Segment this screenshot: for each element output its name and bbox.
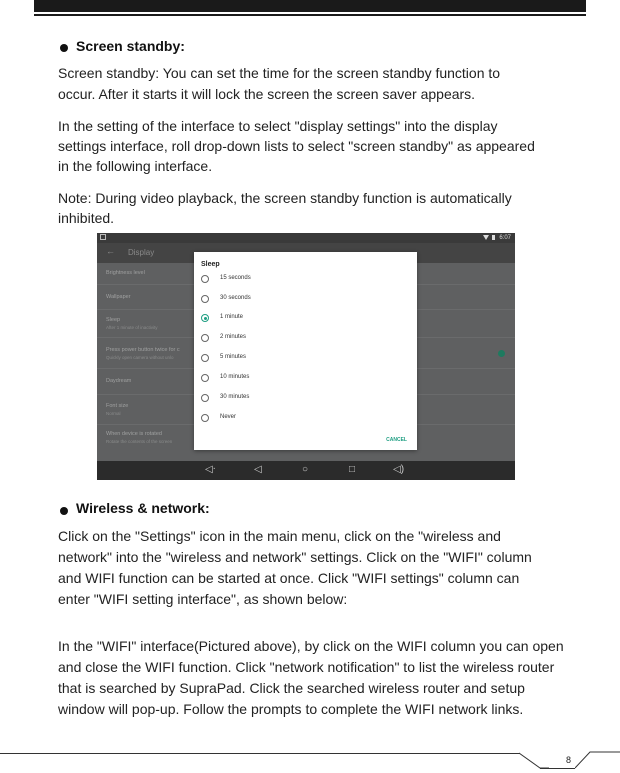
radio-button[interactable] <box>201 394 209 402</box>
status-bar <box>97 233 515 243</box>
radio-option-never[interactable] <box>194 413 417 425</box>
app-title: Display <box>128 248 155 257</box>
radio-option-label: 30 seconds <box>220 295 251 301</box>
battery-icon <box>492 235 495 240</box>
wifi-signal-icon <box>483 235 489 240</box>
volume-down-icon[interactable]: ◁ᐧ <box>205 464 216 475</box>
paragraph-line: Note: During video playback, the screen standby function is automatically <box>58 190 512 206</box>
settings-row-title: Font size <box>106 403 129 409</box>
settings-row-title: Daydream <box>106 378 132 384</box>
recents-nav-icon[interactable]: □ <box>349 464 356 475</box>
radio-option-2-minutes[interactable] <box>194 333 417 345</box>
radio-button[interactable] <box>201 374 209 382</box>
footer-notch-right <box>575 750 620 770</box>
settings-row-subtitle: Quickly open camera without unlo <box>106 355 174 360</box>
back-nav-icon[interactable]: ◁ <box>254 464 262 475</box>
settings-row-subtitle: Normal <box>106 411 121 416</box>
settings-row-title: Brightness level <box>106 270 145 276</box>
settings-row-title: When device is rotated <box>106 431 162 437</box>
section-heading-screen-standby: Screen standby: <box>76 38 185 54</box>
footer-line-right <box>540 768 575 769</box>
notification-icon <box>100 234 106 240</box>
footer-line <box>0 753 520 754</box>
radio-option-5-minutes[interactable] <box>194 353 417 365</box>
radio-option-label: 1 minute <box>220 314 244 320</box>
radio-option-1-minute[interactable] <box>194 313 417 325</box>
sleep-dialog <box>194 252 417 450</box>
back-arrow-icon[interactable]: ← <box>106 246 115 256</box>
navigation-bar <box>97 461 515 480</box>
volume-up-icon[interactable]: ◁) <box>393 464 405 475</box>
radio-button[interactable] <box>201 414 209 422</box>
paragraph-line: window will pop-up. Follow the prompts to complete the WIFI network links. <box>58 701 524 717</box>
settings-row-subtitle: After 1 minute of inactivity <box>106 325 158 330</box>
radio-option-label: 2 minutes <box>220 334 247 340</box>
header-line <box>34 14 586 16</box>
paragraph-line: Screen standby: You can set the time for the screen standby function to <box>58 65 501 81</box>
paragraph-line: in the following interface. <box>58 158 213 174</box>
paragraph-line: network" into the "wireless and network" settings. Click on the "WIFI" column <box>58 549 532 565</box>
cancel-button[interactable]: CANCEL <box>386 437 407 443</box>
settings-row-title: Sleep <box>106 317 121 323</box>
paragraph-line: enter "WIFI setting interface", as shown below: <box>58 591 348 607</box>
display-settings-screenshot <box>97 233 515 480</box>
toggle-switch[interactable] <box>498 350 505 357</box>
dialog-title: Sleep <box>201 261 220 268</box>
home-nav-icon[interactable]: ○ <box>302 464 309 475</box>
page-number: 8 <box>566 755 572 765</box>
radio-option-15-seconds[interactable] <box>194 274 417 286</box>
paragraph-line: and WIFI function can be started at once. Click "WIFI settings" column can <box>58 570 520 586</box>
bullet-icon <box>60 44 68 52</box>
radio-option-10-minutes[interactable] <box>194 373 417 385</box>
paragraph-line: Click on the "Settings" icon in the main menu, click on the "wireless and <box>58 528 501 544</box>
radio-option-30-seconds[interactable] <box>194 294 417 306</box>
status-time: 6:07 <box>499 235 511 241</box>
paragraph-line: settings interface, roll drop-down lists to select "screen standby" as appeared <box>58 138 535 154</box>
radio-button[interactable] <box>201 334 209 342</box>
paragraph-line: In the setting of the interface to select "display settings" into the display <box>58 118 498 134</box>
radio-button-selected[interactable] <box>201 314 209 322</box>
radio-option-label: 10 minutes <box>220 374 250 380</box>
header-bar <box>34 0 586 12</box>
radio-option-30-minutes[interactable] <box>194 393 417 405</box>
settings-row-subtitle: Rotate the contents of the screen <box>106 439 173 444</box>
settings-row-title: Wallpaper <box>106 294 131 300</box>
radio-option-label: 30 minutes <box>220 394 250 400</box>
radio-option-label: 15 seconds <box>220 275 251 281</box>
paragraph-line: and close the WIFI function. Click "network notification" to list the wireless router <box>58 659 555 675</box>
settings-row-title: Press power button twice for c <box>106 347 180 353</box>
paragraph-line: occur. After it starts it will lock the screen the screen saver appears. <box>58 86 476 102</box>
section-heading-wireless: Wireless & network: <box>76 500 210 516</box>
radio-button[interactable] <box>201 295 209 303</box>
radio-option-label: Never <box>220 414 237 420</box>
paragraph-line: inhibited. <box>58 210 115 226</box>
radio-option-label: 5 minutes <box>220 354 247 360</box>
radio-button[interactable] <box>201 354 209 362</box>
paragraph-line: In the "WIFI" interface(Pictured above), by click on the WIFI column you can open <box>58 638 564 654</box>
bullet-icon <box>60 507 68 515</box>
paragraph-line: that is searched by SupraPad. Click the searched wireless router and setup <box>58 680 525 696</box>
radio-button[interactable] <box>201 275 209 283</box>
